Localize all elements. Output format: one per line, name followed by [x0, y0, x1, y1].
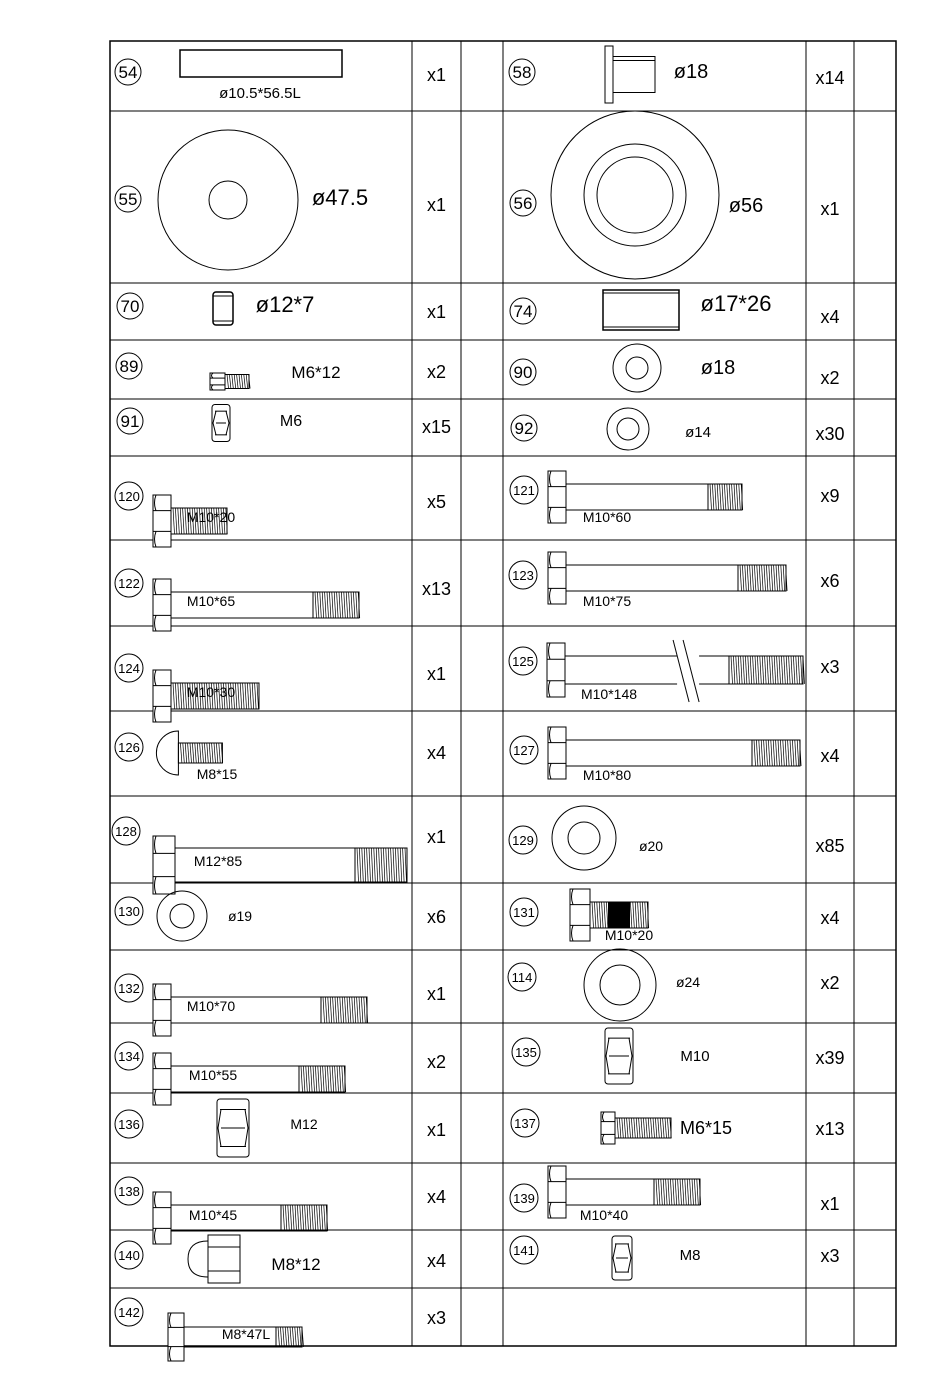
part-120-quantity: x5 — [426, 492, 447, 512]
part-58-bushing-icon — [605, 46, 655, 103]
part-54-rod-icon — [180, 50, 342, 77]
part-138-size-label: M10*45 — [188, 1207, 238, 1223]
part-136-nut-icon — [217, 1099, 249, 1157]
part-138-quantity: x4 — [426, 1187, 447, 1207]
part-90-washer-icon — [613, 344, 661, 392]
part-54-quantity: x1 — [426, 65, 447, 85]
part-114-quantity: x2 — [820, 973, 840, 993]
part-114-number: 114 — [511, 970, 533, 985]
part-134-bolt-icon — [153, 1053, 346, 1105]
part-140-size-label: M8*12 — [271, 1255, 321, 1274]
part-121-quantity: x9 — [820, 486, 840, 506]
part-90-quantity: x2 — [820, 368, 840, 388]
part-134-quantity: x2 — [426, 1052, 447, 1072]
part-126-number: 126 — [118, 740, 140, 755]
part-135-quantity: x39 — [815, 1048, 845, 1068]
part-127-number-badge — [510, 736, 538, 764]
part-55-quantity: x1 — [426, 195, 447, 215]
part-129-washer-icon — [552, 806, 616, 870]
part-139-size-label: M10*40 — [579, 1207, 629, 1223]
part-70-number: 70 — [120, 297, 140, 316]
part-91-number: 91 — [120, 412, 140, 431]
part-132-number: 132 — [118, 981, 140, 996]
part-89-number: 89 — [119, 357, 139, 376]
part-142-number-badge — [115, 1298, 143, 1326]
part-58-number-badge — [509, 59, 535, 85]
part-128-number-badge — [112, 817, 140, 845]
part-120-number: 120 — [118, 489, 140, 504]
part-137-quantity: x13 — [815, 1119, 845, 1139]
part-139-number-badge — [510, 1184, 538, 1212]
part-55-washer-icon — [158, 130, 298, 270]
part-131-number-badge — [510, 898, 538, 926]
part-136-number: 136 — [118, 1117, 140, 1132]
part-123-number-badge — [509, 561, 537, 589]
part-58-number: 58 — [512, 63, 532, 82]
part-136-quantity: x1 — [426, 1120, 447, 1140]
part-91-size-label: M6 — [279, 413, 303, 430]
part-90-number: 90 — [513, 363, 533, 382]
part-131-quantity: x4 — [820, 908, 840, 928]
part-127-size-label: M10*80 — [582, 767, 632, 783]
part-123-size-label: M10*75 — [582, 593, 632, 609]
part-74-size-label: ø17*26 — [700, 291, 772, 316]
part-120-size-label: M10*20 — [186, 509, 236, 525]
part-140-cap-nut-icon — [188, 1235, 240, 1283]
part-126-number-badge — [115, 733, 143, 761]
part-135-nut-icon — [605, 1028, 633, 1084]
part-140-number-badge — [115, 1241, 143, 1269]
part-130-washer-icon — [157, 891, 207, 941]
part-54-number-badge — [115, 59, 141, 85]
part-74-number: 74 — [513, 302, 533, 321]
part-122-number-badge — [115, 569, 143, 597]
part-128-bolt-icon — [153, 836, 407, 894]
part-135-number-badge — [512, 1038, 540, 1066]
part-92-size-label: ø14 — [685, 424, 711, 441]
part-130-quantity: x6 — [426, 907, 447, 927]
part-121-size-label: M10*60 — [582, 509, 632, 525]
part-135-size-label: M10 — [680, 1048, 710, 1065]
part-122-quantity: x13 — [421, 579, 452, 599]
part-54-size-label: ø10.5*56.5L — [219, 85, 301, 102]
part-126-quantity: x4 — [426, 743, 447, 763]
part-91-nut-icon — [212, 405, 230, 442]
part-123-number: 123 — [512, 568, 534, 583]
part-120-number-badge — [115, 482, 143, 510]
part-126-size-label: M8*15 — [196, 766, 238, 782]
part-122-number: 122 — [118, 576, 140, 591]
part-91-quantity: x15 — [421, 417, 452, 437]
part-91-number-badge — [117, 408, 143, 434]
part-137-number-badge — [511, 1109, 539, 1137]
part-142-quantity: x3 — [426, 1308, 447, 1328]
part-130-number-badge — [115, 897, 143, 925]
part-70-size-label: ø12*7 — [255, 292, 315, 317]
part-114-washer-icon — [584, 949, 656, 1021]
part-141-number-badge — [510, 1236, 538, 1264]
part-136-size-label: M12 — [290, 1116, 318, 1132]
part-122-bolt-icon — [153, 579, 360, 631]
part-138-number-badge — [115, 1177, 143, 1205]
part-89-bolt-icon — [210, 373, 250, 390]
part-134-number-badge — [115, 1042, 143, 1070]
part-131-number: 131 — [513, 905, 535, 920]
part-54-number: 54 — [118, 63, 138, 82]
part-89-size-label: M6*12 — [291, 363, 341, 382]
part-125-number-badge — [509, 647, 537, 675]
part-121-number-badge — [510, 476, 538, 504]
part-132-quantity: x1 — [426, 984, 447, 1004]
part-56-ring-icon — [551, 111, 719, 279]
part-129-size-label: ø20 — [638, 838, 664, 854]
part-127-quantity: x4 — [820, 746, 840, 766]
part-124-quantity: x1 — [426, 664, 447, 684]
part-56-number-badge — [510, 190, 536, 216]
part-132-number-badge — [115, 974, 143, 1002]
part-134-size-label: M10*55 — [188, 1067, 238, 1083]
part-70-pin-icon — [213, 292, 233, 325]
part-130-number: 130 — [118, 904, 140, 919]
part-128-quantity: x1 — [426, 827, 447, 847]
empty-cell — [504, 1289, 805, 1345]
part-55-number: 55 — [118, 190, 138, 209]
part-74-number-badge — [510, 298, 536, 324]
part-70-number-badge — [117, 293, 143, 319]
part-90-size-label: ø18 — [700, 357, 736, 379]
part-134-number: 134 — [118, 1049, 140, 1064]
part-92-number: 92 — [514, 419, 534, 438]
part-125-number: 125 — [512, 654, 534, 669]
part-125-quantity: x3 — [820, 657, 840, 677]
part-121-bolt-icon — [548, 471, 743, 523]
part-136-number-badge — [115, 1110, 143, 1138]
part-124-size-label: M10*30 — [186, 684, 236, 700]
part-56-size-label: ø56 — [728, 195, 764, 217]
part-129-number-badge — [509, 826, 537, 854]
part-137-bolt-icon — [601, 1112, 671, 1144]
part-58-size-label: ø18 — [673, 61, 709, 83]
part-55-number-badge — [115, 186, 141, 212]
part-141-size-label: M8 — [679, 1247, 701, 1264]
part-132-bolt-icon — [153, 984, 368, 1036]
part-124-number-badge — [115, 654, 143, 682]
part-137-size-label: M6*15 — [679, 1118, 733, 1138]
part-56-number: 56 — [513, 194, 533, 213]
part-74-quantity: x4 — [820, 307, 840, 327]
part-123-quantity: x6 — [820, 571, 840, 591]
part-128-number: 128 — [115, 824, 137, 839]
table-cells — [112, 46, 845, 1361]
part-89-number-badge — [116, 353, 142, 379]
part-92-washer-icon — [607, 408, 649, 450]
part-130-size-label: ø19 — [227, 908, 253, 924]
part-137-number: 137 — [514, 1116, 536, 1131]
part-139-number: 139 — [513, 1191, 535, 1206]
part-127-number: 127 — [513, 743, 535, 758]
part-121-number: 121 — [513, 483, 535, 498]
part-140-number: 140 — [118, 1248, 140, 1263]
part-138-number: 138 — [118, 1184, 140, 1199]
part-142-number: 142 — [118, 1305, 140, 1320]
part-55-size-label: ø47.5 — [311, 185, 369, 210]
part-129-number: 129 — [512, 833, 534, 848]
part-125-size-label: M10*148 — [580, 686, 638, 702]
part-114-number-badge — [508, 963, 536, 991]
part-90-number-badge — [510, 359, 536, 385]
part-142-size-label: M8*47L — [221, 1326, 271, 1342]
part-140-quantity: x4 — [426, 1251, 447, 1271]
part-56-quantity: x1 — [820, 199, 840, 219]
part-124-number: 124 — [118, 661, 140, 676]
part-70-quantity: x1 — [426, 302, 447, 322]
part-58-quantity: x14 — [815, 68, 845, 88]
part-129-quantity: x85 — [815, 836, 845, 856]
part-92-number-badge — [511, 415, 537, 441]
part-141-quantity: x3 — [820, 1246, 840, 1266]
part-92-quantity: x30 — [815, 424, 845, 444]
part-131-size-label: M10*20 — [604, 927, 654, 943]
part-128-size-label: M12*85 — [193, 853, 243, 869]
part-141-number: 141 — [513, 1243, 535, 1258]
part-141-nut-icon — [612, 1236, 632, 1280]
part-132-size-label: M10*70 — [186, 998, 236, 1014]
part-139-quantity: x1 — [820, 1194, 840, 1214]
part-114-size-label: ø24 — [675, 974, 701, 990]
part-89-quantity: x2 — [426, 362, 447, 382]
part-122-size-label: M10*65 — [186, 593, 236, 609]
part-135-number: 135 — [515, 1045, 537, 1060]
part-74-sleeve-icon — [603, 290, 679, 330]
